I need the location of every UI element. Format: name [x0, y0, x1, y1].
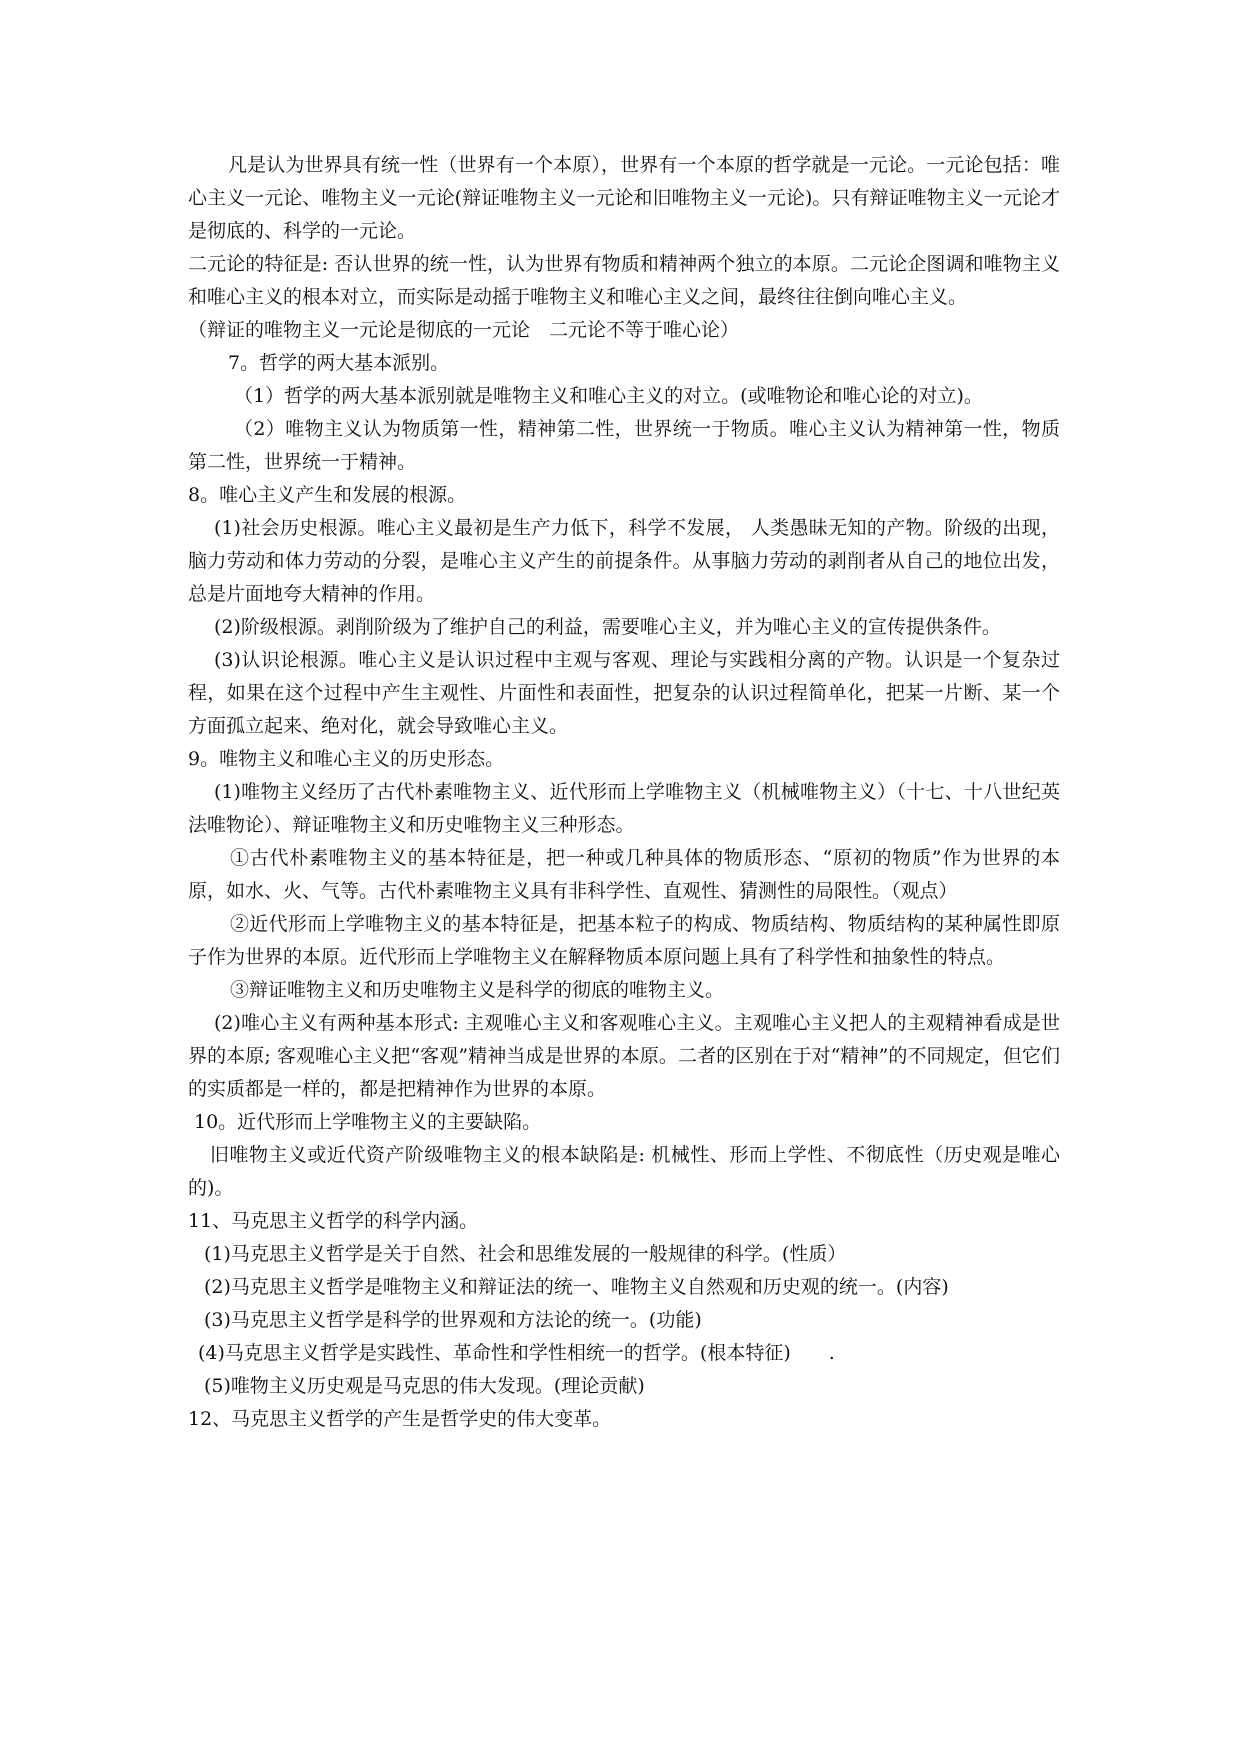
- paragraph-11-2: (2)马克思主义哲学是唯物主义和辩证法的统一、唯物主义自然观和历史观的统一。(内容): [204, 1276, 949, 1298]
- paragraph-dualism: 二元论的特征是: 否认世界的统一性，认为世界有物质和精神两个独立的本原。二元论企图调和唯物主义和唯心主义的根本对立，而实际是动摇于唯物主义和唯心主义之间，最终往往倒向唯心主义。: [188, 253, 1060, 308]
- paragraph-7-1: （1）哲学的两大基本派别就是唯物主义和唯心主义的对立。(或唯物论和唯心论的对立)。: [234, 385, 983, 407]
- paragraph-9-1-b: ②近代形而上学唯物主义的基本特征是，把基本粒子的构成、物质结构、物质结构的某种属性即原子作为世界的本原。近代形而上学唯物主义在解释物质本原问题上具有了科学性和抽象性的特点。: [188, 913, 1060, 968]
- paragraph-9-1: (1)唯物主义经历了古代朴素唯物主义、近代形而上学唯物主义（机械唯物主义）（十七、十八世纪英法唯物论）、辩证唯物主义和历史唯物主义三种形态。: [188, 781, 1060, 836]
- heading-10: 10。近代形而上学唯物主义的主要缺陷。: [194, 1111, 542, 1133]
- heading-8: 8。唯心主义产生和发展的根源。: [188, 484, 467, 506]
- paragraph-8-1: (1)社会历史根源。唯心主义最初是生产力低下，科学不发展， 人类愚昧无知的产物。阶级的出现，脑力劳动和体力劳动的分裂，是唯心主义产生的前提条件。从事脑力劳动的剥削者从自己的地位出发，总是片面地夸大精神的作用。: [188, 517, 1060, 605]
- paragraph-8-3: (3)认识论根源。唯心主义是认识过程中主观与客观、理论与实践相分离的产物。认识是一个复杂过程，如果在这个过程中产生主观性、片面性和表面性，把复杂的认识过程简单化，把某一片断、某一个方面孤立起来、绝对化，就会导致唯心主义。: [188, 649, 1060, 737]
- paragraph-9-1-c: ③辩证唯物主义和历史唯物主义是科学的彻底的唯物主义。: [230, 979, 725, 1001]
- heading-9: 9。唯物主义和唯心主义的历史形态。: [188, 748, 505, 770]
- paragraph-9-2: (2)唯心主义有两种基本形式: 主观唯心主义和客观唯心主义。主观唯心主义把人的主观精神看成是世界的本原; 客观唯心主义把“客观”精神当成是世界的本原。二者的区别在于对“精神”的不同规定，但它们的实质都是一样的，都是把精神作为世界的本原。: [188, 1012, 1060, 1100]
- document-page: [188, 149, 1060, 1436]
- paragraph-9-1-a: ①古代朴素唯物主义的基本特征是，把一种或几种具体的物质形态、“原初的物质”作为世界的本原，如水、火、气等。古代朴素唯物主义具有非科学性、直观性、猜测性的局限性。（观点）: [188, 847, 1060, 902]
- paragraph-monism: 凡是认为世界具有统一性（世界有一个本原），世界有一个本原的哲学就是一元论。一元论包括：唯心主义一元论、唯物主义一元论(辩证唯物主义一元论和旧唯物主义一元论)。只有辩证唯物主义一元论才是彻底的、科学的一元论。: [188, 154, 1060, 242]
- paragraph-11-1: (1)马克思主义哲学是关于自然、社会和思维发展的一般规律的科学。(性质）: [204, 1243, 847, 1265]
- paragraph-11-4: (4)马克思主义哲学是实践性、革命性和学性相统一的哲学。(根本特征) .: [198, 1342, 835, 1364]
- paragraph-8-2: (2)阶级根源。剥削阶级为了维护自己的利益，需要唯心主义，并为唯心主义的宣传提供条件。: [214, 616, 1001, 638]
- heading-12: 12、马克思主义哲学的产生是哲学史的伟大变革。: [188, 1408, 612, 1430]
- paragraph-10: 旧唯物主义或近代资产阶级唯物主义的根本缺陷是: 机械性、形而上学性、不彻底性（历史观是唯心的)。: [188, 1144, 1060, 1199]
- heading-7: 7。哲学的两大基本派别。: [228, 352, 450, 374]
- paragraph-11-5: (5)唯物主义历史观是马克思的伟大发现。(理论贡献): [204, 1375, 645, 1397]
- heading-11: 11、马克思主义哲学的科学内涵。: [188, 1210, 479, 1232]
- paragraph-11-3: (3)马克思主义哲学是科学的世界观和方法论的统一。(功能): [204, 1309, 702, 1331]
- paragraph-7-2: （2）唯物主义认为物质第一性，精神第二性，世界统一于物质。唯心主义认为精神第一性，物质第二性，世界统一于精神。: [188, 418, 1060, 473]
- paragraph-note: （辩证的唯物主义一元论是彻底的一元论 二元论不等于唯心论）: [188, 319, 740, 341]
